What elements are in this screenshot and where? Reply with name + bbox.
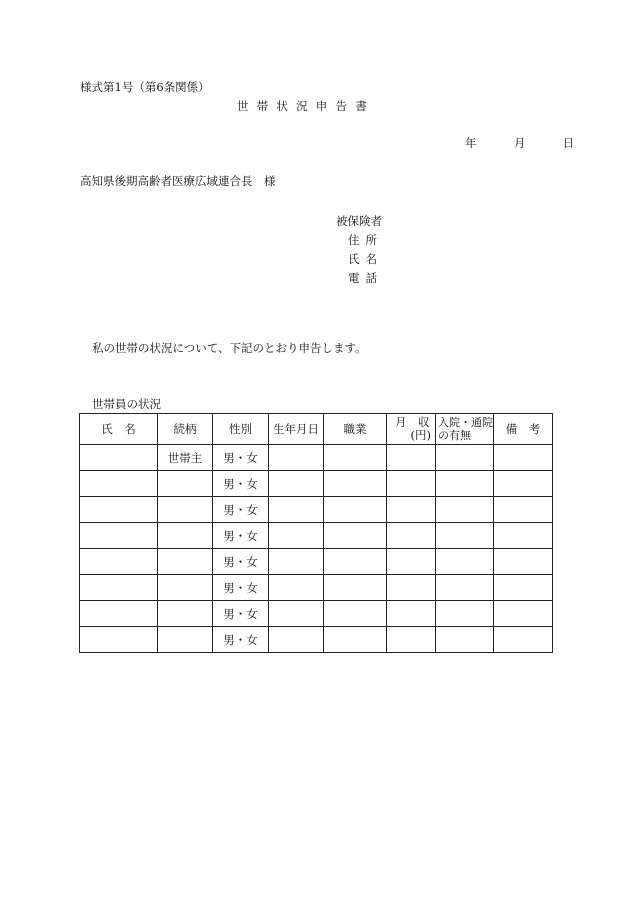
table-row xyxy=(80,601,553,627)
cell-gender[interactable]: 男・女 xyxy=(213,627,269,653)
table-row xyxy=(80,471,553,497)
cell-birthdate[interactable] xyxy=(269,523,324,549)
cell-gender[interactable]: 男・女 xyxy=(213,523,269,549)
cell-admission[interactable] xyxy=(436,575,494,601)
cell-birthdate[interactable] xyxy=(269,575,324,601)
cell-gender[interactable]: 男・女 xyxy=(213,497,269,523)
cell-income[interactable] xyxy=(387,627,436,653)
phone-label: 電話 xyxy=(348,271,383,285)
cell-gender[interactable]: 男・女 xyxy=(213,471,269,497)
cell-name[interactable] xyxy=(80,497,158,523)
cell-remarks[interactable] xyxy=(494,471,553,497)
cell-relation[interactable] xyxy=(158,471,213,497)
cell-remarks[interactable] xyxy=(494,523,553,549)
cell-admission[interactable] xyxy=(436,601,494,627)
cell-income[interactable] xyxy=(387,601,436,627)
table-row xyxy=(80,575,553,601)
header-birthdate: 生年月日 xyxy=(269,414,324,445)
header-income-line2: (円) xyxy=(410,428,431,442)
table-row xyxy=(80,627,553,653)
date-year-label: 年 xyxy=(465,136,477,150)
cell-occupation[interactable] xyxy=(324,471,387,497)
cell-occupation[interactable] xyxy=(324,575,387,601)
cell-remarks[interactable] xyxy=(494,549,553,575)
cell-relation[interactable] xyxy=(158,575,213,601)
cell-income[interactable] xyxy=(387,523,436,549)
cell-income[interactable] xyxy=(387,497,436,523)
declaration-text: 私の世帯の状況について、下記のとおり申告します。 xyxy=(92,341,367,355)
date-line xyxy=(465,138,574,150)
cell-birthdate[interactable] xyxy=(269,601,324,627)
cell-relation[interactable] xyxy=(158,627,213,653)
cell-name[interactable] xyxy=(80,523,158,549)
table-row xyxy=(80,445,553,471)
document-title: 世帯状況申告書 xyxy=(237,99,375,113)
cell-income[interactable] xyxy=(387,471,436,497)
name-label: 氏名 xyxy=(348,252,383,266)
cell-income[interactable] xyxy=(387,445,436,471)
cell-gender[interactable]: 男・女 xyxy=(213,575,269,601)
header-name: 氏 名 xyxy=(80,414,158,445)
cell-name[interactable] xyxy=(80,575,158,601)
cell-admission[interactable] xyxy=(436,497,494,523)
cell-admission[interactable] xyxy=(436,471,494,497)
cell-name[interactable] xyxy=(80,445,158,471)
header-admission xyxy=(436,414,494,445)
cell-admission[interactable] xyxy=(436,523,494,549)
cell-remarks[interactable] xyxy=(494,601,553,627)
date-day-label: 日 xyxy=(562,136,575,150)
header-remarks: 備 考 xyxy=(494,414,553,445)
cell-birthdate[interactable] xyxy=(269,471,324,497)
cell-birthdate[interactable] xyxy=(269,627,324,653)
cell-remarks[interactable] xyxy=(494,497,553,523)
cell-gender[interactable]: 男・女 xyxy=(213,601,269,627)
insured-person-block xyxy=(336,212,383,288)
table-row xyxy=(80,523,553,549)
cell-admission[interactable] xyxy=(436,445,494,471)
cell-birthdate[interactable] xyxy=(269,549,324,575)
cell-gender[interactable]: 男・女 xyxy=(213,445,269,471)
cell-occupation[interactable] xyxy=(324,523,387,549)
cell-remarks[interactable] xyxy=(494,445,553,471)
cell-name[interactable] xyxy=(80,549,158,575)
header-gender: 性別 xyxy=(213,414,269,445)
header-income-line1: 月 収 xyxy=(395,415,430,429)
cell-admission[interactable] xyxy=(436,627,494,653)
cell-relation[interactable] xyxy=(158,497,213,523)
cell-name[interactable] xyxy=(80,627,158,653)
cell-occupation[interactable] xyxy=(324,549,387,575)
cell-relation[interactable] xyxy=(158,523,213,549)
cell-birthdate[interactable] xyxy=(269,445,324,471)
cell-income[interactable] xyxy=(387,549,436,575)
cell-name[interactable] xyxy=(80,471,158,497)
cell-occupation[interactable] xyxy=(324,445,387,471)
address-label: 住所 xyxy=(348,233,383,247)
table-header-row xyxy=(80,414,553,445)
household-members-table xyxy=(79,413,553,653)
cell-name[interactable] xyxy=(80,601,158,627)
cell-relation[interactable] xyxy=(158,549,213,575)
insured-heading: 被保険者 xyxy=(336,214,382,228)
table-row xyxy=(80,549,553,575)
cell-income[interactable] xyxy=(387,575,436,601)
cell-relation[interactable] xyxy=(158,601,213,627)
members-caption: 世帯員の状況 xyxy=(92,397,161,411)
cell-remarks[interactable] xyxy=(494,575,553,601)
cell-occupation[interactable] xyxy=(324,627,387,653)
cell-relation[interactable]: 世帯主 xyxy=(158,445,213,471)
date-month-label: 月 xyxy=(513,136,526,150)
cell-gender[interactable]: 男・女 xyxy=(213,549,269,575)
form-number: 様式第1号（第6条関係） xyxy=(80,80,210,94)
cell-remarks[interactable] xyxy=(494,627,553,653)
header-admission-line1: 入院・通院 xyxy=(438,416,493,429)
cell-occupation[interactable] xyxy=(324,497,387,523)
header-income xyxy=(387,414,436,445)
cell-admission[interactable] xyxy=(436,549,494,575)
header-relation: 続柄 xyxy=(158,414,213,445)
header-occupation: 職業 xyxy=(324,414,387,445)
addressee: 高知県後期高齢者医療広域連合長 様 xyxy=(80,174,276,188)
header-admission-line2: の有無 xyxy=(438,429,471,442)
cell-occupation[interactable] xyxy=(324,601,387,627)
table-row xyxy=(80,497,553,523)
cell-birthdate[interactable] xyxy=(269,497,324,523)
